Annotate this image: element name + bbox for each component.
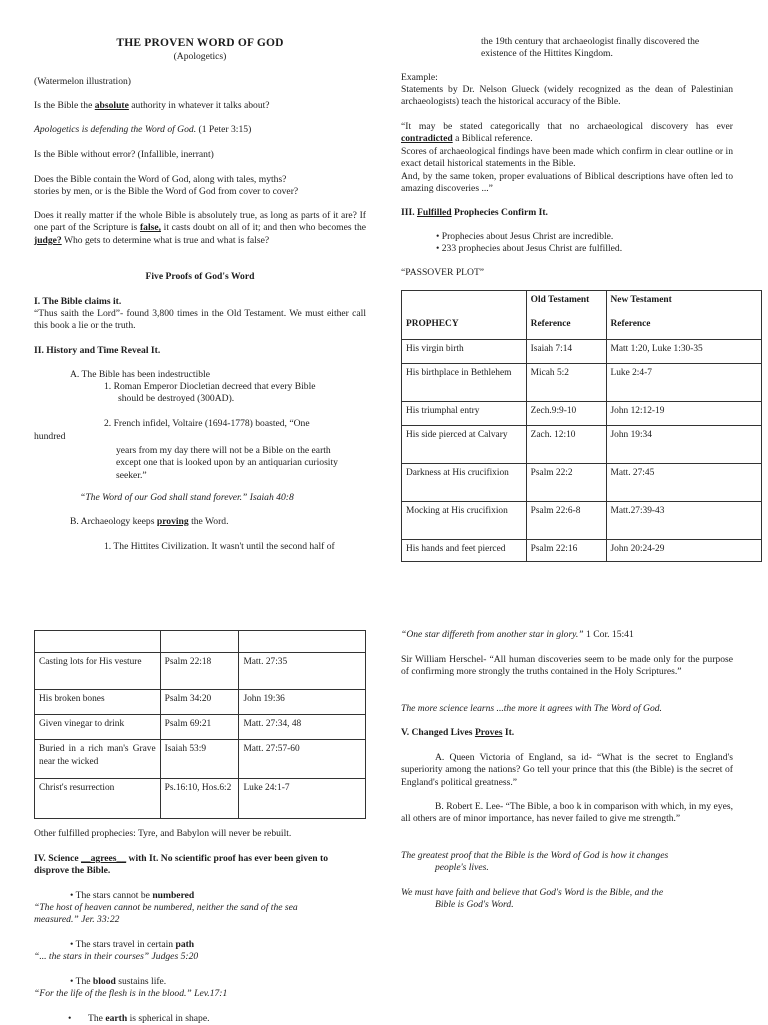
faith-statement <box>401 887 733 912</box>
q4-text-b: it casts doubt on all of it; and then who becomes the <box>161 222 366 234</box>
item-2-cont <box>116 445 366 482</box>
cell-prophecy: His hands and feet pierced <box>402 540 527 562</box>
cell-prophecy: Given vinegar to drink <box>35 715 161 740</box>
faith-line1: We must have faith and believe that God's Word is the Bible, and the <box>401 887 664 898</box>
table-header-row <box>402 291 762 340</box>
table-row <box>402 426 762 464</box>
greatest-proof-line2: people's lives. <box>435 862 489 874</box>
example-text: Statements by Dr. Nelson Glueck (widely recognized as the dean of Palestinian archaeologists) teach the historical accuracy of the Bible. <box>401 84 733 108</box>
cell-prophecy: Casting lots for His vesture <box>35 653 161 690</box>
table-row <box>402 540 762 562</box>
cell-nt: Matt. 27:35 <box>239 653 366 690</box>
hittites-cont-line1: the 19th century that archaeologist finally discovered the <box>481 36 700 47</box>
stars-numbered <box>70 890 366 902</box>
cell-ot: Psalm 69:21 <box>160 715 239 740</box>
question-error: Is the Bible without error? (Infallible, inerrant) <box>34 149 214 160</box>
table-row <box>35 690 366 715</box>
cell-ot: Psalm 34:20 <box>160 690 239 715</box>
header-new-testament <box>606 291 761 340</box>
table-row <box>402 464 762 502</box>
cell-ot: Ps.16:10, Hos.6:2 <box>160 779 239 819</box>
table-row <box>35 715 366 740</box>
cell-prophecy <box>35 631 161 653</box>
cell-nt: John 12:12-19 <box>606 402 761 426</box>
q4-text-a: Does it really matter if the whole Bible is absolutely true, as long as parts of it are? If one part of the Scripture is <box>34 210 366 234</box>
cell-prophecy: Christ's resurrection <box>35 779 161 819</box>
cell-ot: Isaiah 53:9 <box>160 740 239 779</box>
prophecy-table <box>401 290 762 562</box>
proof-3-fulfilled: Fulfilled <box>417 207 452 218</box>
cell-prophecy: His side pierced at Calvary <box>402 426 527 464</box>
blood-line <box>70 976 366 988</box>
watermelon-note: (Watermelon illustration) <box>34 76 132 87</box>
cell-ot: Isaiah 7:14 <box>526 340 606 364</box>
cell-nt: John 19:36 <box>239 690 366 715</box>
prophecy-bullets <box>436 231 736 256</box>
glueck-quote-line3: And, by the same token, proper evaluations of Biblical descriptions have often led to amazing discoveries ...” <box>401 170 733 195</box>
corinthians-ref: 1 Cor. 15:41 <box>583 629 634 640</box>
passover-plot-label: “PASSOVER PLOT” <box>401 267 485 278</box>
cell-prophecy: His triumphal entry <box>402 402 527 426</box>
q1-emphasis: absolute <box>94 100 129 111</box>
header-ot-line2: Reference <box>530 318 571 329</box>
q3-line1: Does the Bible contain the Word of God, along with tales, myths? <box>34 174 287 185</box>
cell-prophecy: His virgin birth <box>402 340 527 364</box>
stars-path <box>70 939 366 951</box>
lee-quote: B. Robert E. Lee- “The Bible, a boo k in comparison with which, in my eyes, all others are of minor importance, has never failed to give me strength.” <box>401 801 733 825</box>
apologetics-text: Apologetics is defending the Word of God. <box>34 124 197 135</box>
header-nt-line1: New Testament <box>610 295 672 305</box>
apologetics-ref: (1 Peter 3:15) <box>196 124 252 135</box>
item-2-hundred: hundred <box>34 431 66 442</box>
q4-judge: judge? <box>34 234 62 246</box>
example-heading: Example: <box>401 72 438 83</box>
cell-ot: Psalm 22:2 <box>526 464 606 502</box>
earth-bullet: • <box>68 1013 72 1024</box>
proof-1-text: “Thus saith the Lord”- found 3,800 times in the Old Testament. We must either call this book a lie or the truth. <box>34 308 366 332</box>
proof-5-proves: Proves <box>474 727 503 738</box>
cell-nt: Luke 24:1-7 <box>239 779 366 819</box>
proof-1-heading: I. The Bible claims it. <box>34 296 122 307</box>
greatest-proof-line1: The greatest proof that the Bible is the Word of God is how it changes <box>401 850 669 861</box>
item-2-line2: except one that is looked upon by an antiquarian curiosity <box>116 457 338 469</box>
cell-prophecy: His broken bones <box>35 690 161 715</box>
cell-ot: Zach. 12:10 <box>526 426 606 464</box>
proof-3-heading <box>401 207 733 219</box>
point-b-text-a: B. Archaeology keeps <box>70 516 157 527</box>
hittites-cont <box>481 36 741 61</box>
q1-text-a: Is the Bible the <box>34 100 95 111</box>
header-nt-line2: Reference <box>610 318 651 329</box>
herschel-quote: Sir William Herschel- “All human discoveries seem to be made only for the purpose of confirming more strongly the truths contained in the Holy Scriptures.” <box>401 654 733 678</box>
cell-nt: Matt. 27:34, 48 <box>239 715 366 740</box>
five-proofs-heading: Five Proofs of God's Word <box>145 271 255 282</box>
stars-numbered-a: • The stars cannot be <box>70 890 153 901</box>
table-row <box>402 502 762 540</box>
faith-line2: Bible is God's Word. <box>435 899 514 911</box>
judges-quote: “... the stars in their courses” Judges 5:20 <box>34 951 199 962</box>
question-absolute <box>34 100 366 112</box>
stars-path-b: path <box>175 939 195 950</box>
earth-a: The <box>88 1013 106 1024</box>
cell-ot <box>160 631 239 653</box>
glueck-quote <box>401 121 733 196</box>
proof-4-agrees: __agrees__ <box>81 853 127 864</box>
question-matter <box>34 210 366 247</box>
glueck-quote-b: a Biblical reference. <box>452 133 533 145</box>
stars-numbered-b: numbered <box>152 890 195 901</box>
cell-nt <box>239 631 366 653</box>
blood-b: blood <box>92 976 116 987</box>
proof-3-rest: Prophecies Confirm It. <box>451 207 548 218</box>
glueck-quote-line2: Scores of archaeological findings have been made which confirm in clear outline or in exact detail historical statements in the Bible. <box>401 145 733 170</box>
point-a: A. The Bible has been indestructible <box>70 369 210 380</box>
table-row <box>402 364 762 402</box>
cell-nt: John 20:24-29 <box>606 540 761 562</box>
prophecy-table-continued <box>34 630 366 819</box>
earth-line <box>88 1013 358 1025</box>
header-old-testament <box>526 291 606 340</box>
proof-4-num: IV. Science <box>34 853 81 864</box>
item-1: 1. Roman Emperor Diocletian decreed that every Bible <box>104 381 316 392</box>
header-prophecy: PROPHECY <box>402 291 527 340</box>
q4-text-c: Who gets to determine what is true and what is false? <box>61 234 270 246</box>
point-b-proving: proving <box>156 516 189 527</box>
cell-nt: John 19:34 <box>606 426 761 464</box>
item-2: 2. French infidel, Voltaire (1694-1778) boasted, “One <box>104 418 310 429</box>
prophecy-bullet-1: • Prophecies about Jesus Christ are incredible. <box>436 231 614 242</box>
proof-4-heading <box>34 853 344 878</box>
proof-2-heading: II. History and Time Reveal It. <box>34 345 161 356</box>
cell-ot: Micah 5:2 <box>526 364 606 402</box>
cell-nt: Matt. 27:45 <box>606 464 761 502</box>
table-row <box>35 631 366 653</box>
cell-nt: Luke 2:4-7 <box>606 364 761 402</box>
table-row <box>35 740 366 779</box>
item-2-line1: years from my day there will not be a Bible on the earth <box>116 445 331 456</box>
q4-false: false, <box>139 222 162 234</box>
cell-prophecy: Darkness at His crucifixion <box>402 464 527 502</box>
header-ot-line1: Old Testament <box>530 295 590 305</box>
table-row <box>35 779 366 819</box>
apologetics-definition <box>34 124 366 136</box>
question-contain <box>34 174 366 199</box>
blood-a: • The <box>70 976 93 987</box>
jeremiah-quote: “The host of heaven cannot be numbered, neither the sand of the sea measured.” Jer. 33:22 <box>34 902 298 926</box>
cell-nt: Matt 1:20, Luke 1:30-35 <box>606 340 761 364</box>
leviticus-quote: “For the life of the flesh is in the blood.” Lev.17:1 <box>34 988 228 999</box>
item-1-cont: should be destroyed (300AD). <box>118 393 235 404</box>
earth-c: is spherical in shape. <box>127 1013 210 1024</box>
point-b-text-c: the Word. <box>188 516 229 527</box>
corinthians-quote <box>401 629 733 641</box>
q3-line2: stories by men, or is the Bible the Word of God from cover to cover? <box>34 186 299 198</box>
cell-ot: Zech.9:9-10 <box>526 402 606 426</box>
glueck-quote-a: “It may be stated categorically that no archaeological discovery has ever <box>401 121 733 132</box>
hittites-cont-line2: existence of the Hittites Kingdom. <box>481 48 613 60</box>
other-prophecies: Other fulfilled prophecies: Tyre, and Babylon will never be rebuilt. <box>34 828 292 839</box>
cell-prophecy: His birthplace in Bethlehem <box>402 364 527 402</box>
corinthians-text: “One star differeth from another star in glory.” <box>401 629 584 640</box>
table-row <box>35 653 366 690</box>
isaiah-quote: “The Word of our God shall stand forever.” Isaiah 40:8 <box>80 492 294 503</box>
cell-nt: Matt. 27:57-60 <box>239 740 366 779</box>
proof-3-num: III. <box>401 207 417 218</box>
glueck-contradicted: contradicted <box>401 133 453 145</box>
earth-b: earth <box>105 1013 128 1024</box>
q1-text-c: authority in whatever it talks about? <box>128 100 270 111</box>
page-title: THE PROVEN WORD OF GOD <box>116 37 284 49</box>
greatest-proof <box>401 850 733 875</box>
cell-ot: Psalm 22:16 <box>526 540 606 562</box>
prophecy-bullet-2: • 233 prophecies about Jesus Christ are fulfilled. <box>436 243 623 255</box>
cell-prophecy: Mocking at His crucifixion <box>402 502 527 540</box>
point-b <box>70 516 366 528</box>
proof-4-rest: with It. No scientific proof has ever been given to disprove the Bible. <box>34 853 329 877</box>
cell-prophecy: Buried in a rich man's Grave near the wicked <box>35 740 161 779</box>
cell-ot: Psalm 22:6-8 <box>526 502 606 540</box>
item-2-line3: seeker.” <box>116 469 147 481</box>
proof-5-rest: It. <box>502 727 515 738</box>
victoria-quote: A. Queen Victoria of England, sa id- “What is the secret to England's superiority among the nations? Go tell your prince that this (the Bible) is the secret of England's political greatness.” <box>401 752 733 788</box>
table-row <box>402 340 762 364</box>
cell-ot: Psalm 22:18 <box>160 653 239 690</box>
more-science-line: The more science learns ...the more it agrees with The Word of God. <box>401 703 662 714</box>
hittites-item: 1. The Hittites Civilization. It wasn't until the second half of <box>104 541 335 552</box>
table-row <box>402 402 762 426</box>
page-subtitle: (Apologetics) <box>173 51 227 62</box>
proof-5-heading <box>401 727 733 739</box>
cell-nt: Matt.27:39-43 <box>606 502 761 540</box>
stars-path-a: • The stars travel in certain <box>70 939 176 950</box>
proof-5-num: V. Changed Lives <box>401 727 475 738</box>
blood-c: sustains life. <box>115 976 167 987</box>
